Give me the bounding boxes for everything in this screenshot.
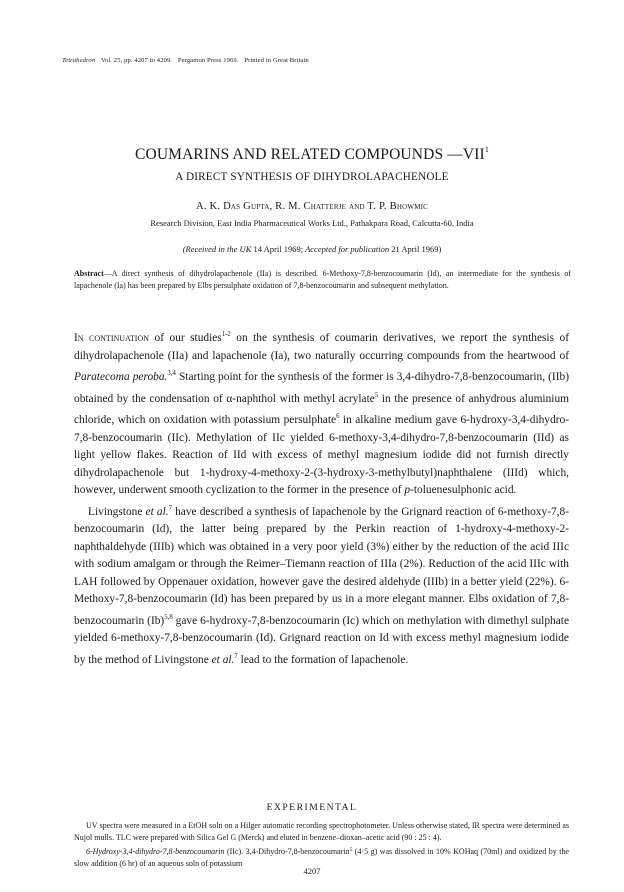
citation-ref: 3,4 [167,370,176,377]
citation-ref: 6 [336,413,340,420]
text-run: on the synthesis of coumarin derivatives, we report the synthesis of dihydrolapachenole (IIa) and lapachenole (Ia), two naturally occurring compounds from the heartwood of [74,332,569,362]
citation-ref: 1-2 [221,331,231,338]
accepted-date: 21 April 1969) [391,244,442,254]
text-run: gave 6-hydroxy-7,8-benzocoumarin (Ic) which on methylation with dimethyl sulphate yielded 6-methoxy-7,8-benzocoumarin (Id). Grignard reaction on Id with excess methyl magnesium iodide by the method of Livingstone [74,614,569,666]
text-run: have described a synthesis of lapachenole by the Grignard reaction of 6-methoxy-7,8-benzocoumarin (Id), the latter being prepared by the Perkin reaction of 1-hydroxy-4-methoxy-2-naphthaldehyde (IIIb) which was obtained in a very poor yield (3%) either by the reduction of the acid IIIc with sodium amalgam or through the Reimer–Tiemann reaction of IIIa (2%). Reduction of the acid IIIc with LAH followed by Oppenauer oxidation, however gave the desired aldehyde (IIIb) in a better yield (22%). 6-Methoxy-7,8-benzocoumarin (Id) has been prepared by us in a more elegant manner. Elbs oxidation of 7,8-benzocoumarin (Ib) [74,505,570,627]
affiliation: Research Division, East India Pharmaceutical Works Ltd., Pathakpara Road, Calcutta-60. India [150,218,474,228]
received-label: (Received in the UK [182,244,252,254]
article-subtitle: A DIRECT SYNTHESIS OF DIHYDROLAPACHENOLE [175,171,449,183]
et-al: et al. [145,505,169,518]
citation-ref: 7 [168,504,172,512]
publisher-info: Pergamon Press 1969. [177,57,239,64]
abstract-label: Abstract [74,269,104,278]
section-heading: EXPERIMENTAL [266,802,358,813]
et-al: et al. [211,653,235,666]
experimental-paragraph-1: UV spectra were measured in a EtOH soln on a Hilger automatic recording spectrophotometer. Unless otherwise stated, IR spectra were determined as Nujol mulls. TLC were prepared with Silica Gel G (Merck) and eluted in benzene–dioxan–acetic acid (90 : 25 : 4). [74,821,569,842]
received-dates [0,244,624,254]
article-title [0,145,624,164]
abstract-text: —A direct synthesis of dihydrolapachenole (IIa) is described. 6-Methoxy-7,8-benzocoumarin (Id), an intermediate for the synthesis of lapachenole (Ia) has been prepared by Elbs persulphate oxidation of 7,8-benzocoumarin and subsequent methylation. [74,269,571,290]
text-run: Livingstone [88,505,146,518]
text-run: (IIc). 3,4-Dihydro-7,8-benzocoumarin [224,847,350,856]
journal-name: Tetrahedron [62,57,96,64]
volume-info: Vol. 25, pp. 4207 to 4209. [100,57,173,64]
compound-heading: 6-Hydroxy-3,4-dihydro-7,8-benzocoumarin [86,847,225,856]
citation-ref: 5 [349,847,353,853]
page-number: 4207 [303,866,321,876]
accepted-label: Accepted for publication [305,244,390,254]
main-text [74,326,569,669]
paragraph-2 [74,500,569,670]
article-title-text: COUMARINS AND RELATED COMPOUNDS —VII [134,146,485,163]
citation-ref: 7 [234,652,238,660]
text-run: of our studies [149,332,222,344]
author-list: A. K. Das Gupta, R. M. Chatterje and T. P. Bhowmic [195,201,429,212]
title-footnote-ref: 1 [484,145,490,154]
text-run: in the presence of anhydrous aluminium chloride, which on oxidation with potassium persulphate [74,392,570,426]
citation-ref: 5,8 [164,613,173,621]
species-name: Paratecoma peroba. [74,371,168,383]
received-date: 14 April 1969; [253,244,304,254]
experimental-section [74,820,569,870]
citation-ref: 5 [374,391,379,399]
paragraph-1 [74,326,569,500]
running-header [62,57,313,64]
paragraph-lead: In continuation [74,332,150,344]
text-run: Starting point for the synthesis of the former is 3,4-dihydro-7,8-benzocoumarin, (IIb) obtained by the condensation of α-naphthol with methyl acrylate [74,371,569,405]
abstract [74,268,571,292]
text-run: lead to the formation of lapachenole. [237,653,409,666]
text-run: -toluenesulphonic acid. [410,484,517,496]
text-run: in alkaline medium gave 6-hydroxy-3,4-dihydro-7,8-benzocoumarin (IIc). Methylation of IIc yielded 6-methoxy-3,4-dihydro-7,8-benzocoumarin (IId) as light yellow flakes. Reaction of IId with excess of methyl magnesium iodide did not furnish directly dihydrolapachenole but 1-hydroxy-4-methoxy-2-(3-hydroxy-3-methylbutyl)naphthalene (IIId) which, however, underwent smooth cyclization to the former in the presence of [74,414,569,496]
printed-info: Printed in Great Britain [244,57,309,64]
italic-prefix: p [404,484,411,496]
text-run: (4·5 g) was dissolved in 10% KOHaq (70ml) and oxidized by the slow addition (6 hr) of an aqueous soln of potassium [74,847,569,868]
